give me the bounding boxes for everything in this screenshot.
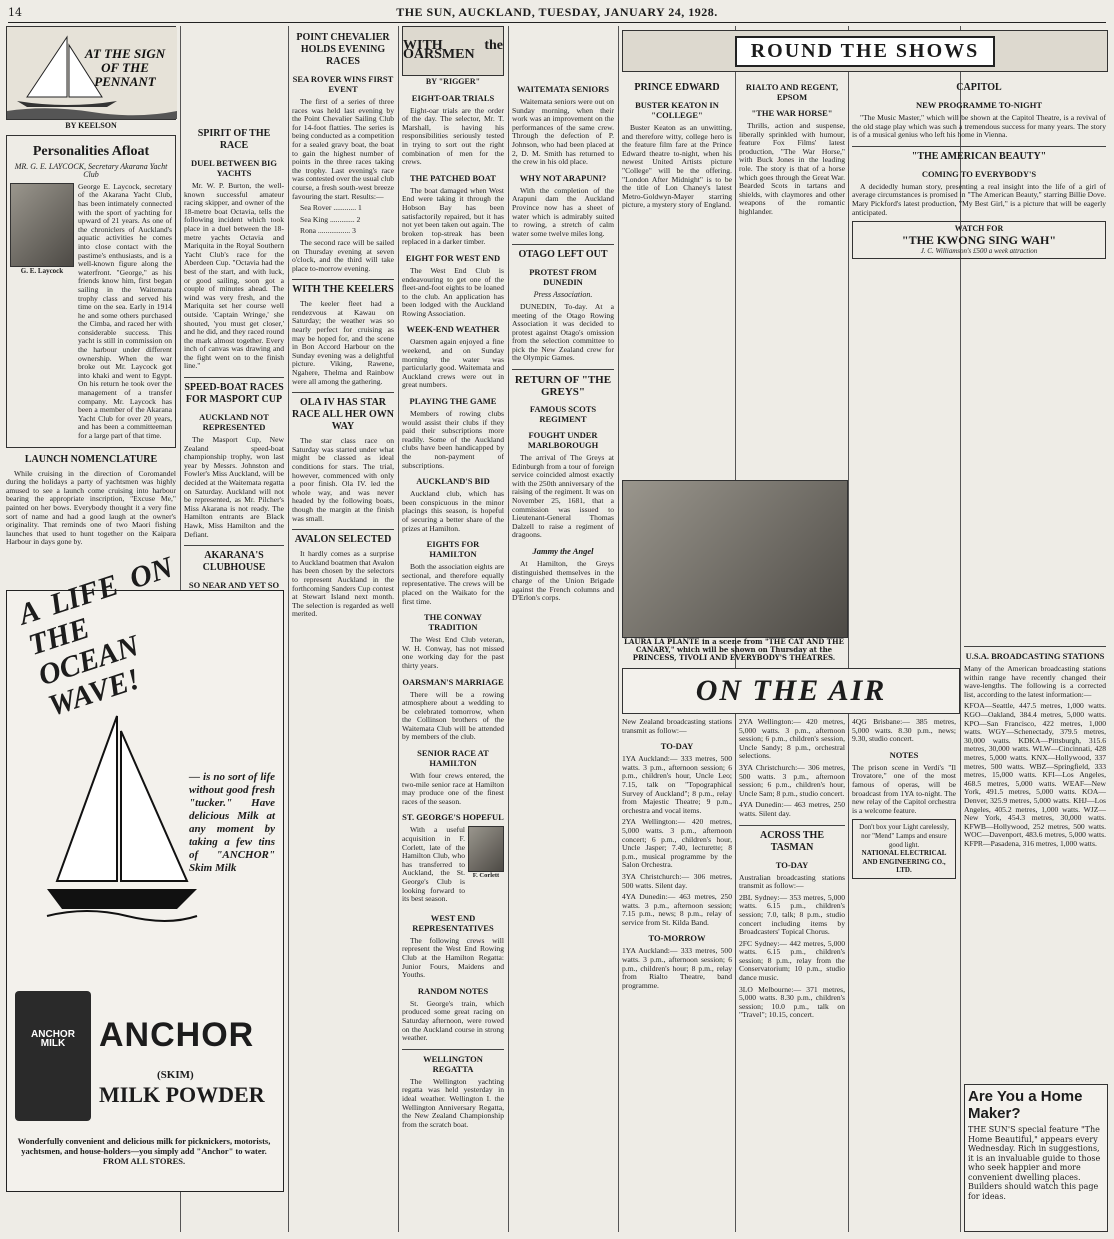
- rialto-title: "THE WAR HORSE": [751, 108, 833, 118]
- rialto-heading: RIALTO AND REGENT, EPSOM: [745, 82, 839, 102]
- film-still-caption: LAURA LA PLANTE in a scene from "THE CAT AND THE CANARY," which will be shown on Thursday at the PRINCESS, TIVOLI AND EVERYBODY'S THEATRES.: [624, 637, 844, 662]
- prince-edward-heading: PRINCE EDWARD: [634, 82, 720, 93]
- film-still-box: [622, 480, 846, 660]
- arapuni-heading: WHY NOT ARAPUNI?: [519, 172, 607, 183]
- masthead: [8, 2, 1106, 23]
- station-listing: 2FC Sydney:— 442 metres, 5,000 watts. 6.15 p.m., children's session; 8 p.m., relay from the Conservatorium; 10 p.m., studio dance music.: [739, 938, 845, 983]
- oarsmen-heading-6: AUCKLAND'S BID: [416, 476, 490, 487]
- oarsmen-heading-14: WELLINGTON REGATTA: [402, 1049, 504, 1074]
- otago-body: DUNEDIN, To-day. At a meeting of the Otago Rowing Association it was decided to protest against Otago's omission from the selection committee to pick the New Zealand crew for the Olympic Games.: [512, 301, 614, 363]
- usa-stations-column: [964, 640, 1106, 1060]
- personalities-heading: Personalities Afloat: [32, 143, 150, 159]
- nz-intro: New Zealand broadcasting stations transmit as follow:—: [622, 717, 732, 735]
- nomenclature-body: While cruising in the direction of Coromandel during the holidays a party of yachtsmen was highly amused to see a launch come cruising into harbour bearing the appropriate inscription, "Excuse Me," painted on her bows. Everybody thought it a very fine sort of name and had a good laugh at the owner's originality. That reminds one of two Maori fishing launches that used to hunt together on the Kaipara Harbour in days gone by.: [6, 468, 176, 547]
- american-beauty-heading: "THE AMERICAN BEAUTY": [852, 146, 1106, 163]
- tasman-intro: Australian broadcasting stations transmit as follow:—: [739, 872, 845, 891]
- oarsmen-body-3: The West End Club is endeavouring to get one of the fleet-and-foot eights to be loaned to the club. An application has been lodged with the Auckland Rowing Association.: [402, 265, 504, 318]
- waitemata-body: Waitemata seniors were out on Sunday morning, when their work was an improvement on the performances of the same crew. Through the defection of P. Johnson, who had been placed at 2, D. M. Smith has returned to the crew in his old place.: [512, 97, 614, 167]
- on-the-air-title: ON THE AIR: [695, 674, 887, 707]
- capitol-title: NEW PROGRAMME TO-NIGHT: [915, 100, 1043, 110]
- electrical-ad-text: Don't box your Light carelessly, nor "Mend" Lamps and ensure good light.: [859, 823, 949, 849]
- notes-body: The prison scene in Verdi's "Il Trovatore," one of the most famous of operas, will be broadcast from 1YA to-night. The new relay of the Capitol orchestra is a welcome feature.: [852, 762, 956, 815]
- oarsmen-body-13: St. George's train, which produced some great racing on Saturday afternoon, were rowed on the Auckland course in strong weather.: [402, 998, 504, 1043]
- laura-la-plante-photo: [622, 480, 848, 638]
- portrait-photo: [10, 183, 74, 267]
- spirit-heading: SPIRIT OF THE RACE: [197, 128, 271, 151]
- anchor-footer: Wonderfully convenient and delicious milk for picknickers, motorists, yachtsmen, and house-holders—you simply add "Anchor" to water. FROM ALL STORES.: [17, 1136, 271, 1166]
- clubhouse-subheading: SO NEAR AND YET SO: [188, 580, 280, 591]
- shows-banner: [622, 30, 1108, 72]
- press-association: Press Association.: [533, 290, 593, 300]
- result-line: Sea King ............. 2: [300, 214, 361, 224]
- oarsmen-body-1: Eight-oar trials are the order of the day. The selector, Mr. T. Marshall, is having his responsibilities seriously tested in trying to sort out the right combination of men for the crews.: [402, 105, 504, 167]
- speedboat-subheading: AUCKLAND NOT REPRESENTED: [199, 412, 269, 433]
- portrait-caption: G. E. Laycock: [20, 266, 64, 275]
- oarsmen-banner: WITH the OARSMEN: [402, 26, 504, 76]
- capitol-heading: CAPITOL: [956, 82, 1002, 93]
- usa-heading: U.S.A. BROADCASTING STATIONS: [964, 646, 1106, 661]
- sea-rover-subheading: SEA ROVER WINS FIRST EVENT: [292, 74, 394, 94]
- column-rule: [508, 26, 509, 1232]
- capitol-body: "The Music Master," which will be shown at the Capitol Theatre, is a revival of the old stage play which was such a tremendous success for many years. The story is of a musical genius who left his home in Vienna.: [852, 113, 1106, 140]
- oarsmen-body-14: The Wellington yachting regatta was held yesterday in ideal weather. Wellington I. the Wellington Anniversary Regatta, the New Zealand Championship from the scratch boat.: [402, 1076, 504, 1129]
- oarsmen-heading-12: WEST END REPRESENTATIVES: [412, 912, 494, 933]
- keelers-heading: WITH THE KEELERS: [292, 279, 394, 296]
- spirit-subheading: DUEL BETWEEN BIG YACHTS: [191, 158, 277, 178]
- oarsmen-heading-9: OARSMAN'S MARRIAGE: [402, 676, 504, 687]
- column-7: [739, 76, 845, 476]
- greys-body-2: At Hamilton, the Greys distinguished themselves in the charge of the Union Brigade against the French columns and D'Erlon's corps.: [512, 559, 614, 603]
- oarsmen-body-5: Members of rowing clubs would assist their clubs if they paid their subscriptions more readily. Some of the Auckland clubs have been handicapped by the non-payment of subscriptions.: [402, 409, 504, 470]
- milk-tin-icon: ANCHOR MILK: [15, 991, 91, 1121]
- newspaper-title: THE SUN, AUCKLAND, TUESDAY, JANUARY 24, 1928.: [396, 4, 718, 19]
- notes-heading: NOTES: [889, 749, 919, 760]
- station-listing: 1YA Auckland:— 333 metres, 500 watts. 3 p.m., afternoon session; 6 p.m., children's hour, Uncle Leo; 7.15, talk on "Topographical Survey of Auckland"; 8 p.m., relay from Majestic Theatre; 9 p.m., orchestra and vocal items.: [622, 754, 732, 815]
- otago-subheading: PROTEST FROM DUNEDIN: [529, 267, 597, 288]
- kwong-sing-wah-box: [852, 221, 1106, 259]
- oarsmen-body-7: Both the association eights are sectional, and therefore equally representative. The crews will be placed on the Waikato for the first time.: [402, 562, 504, 606]
- speedboat-heading: SPEED-BOAT RACES FOR MASPORT CUP: [184, 377, 284, 406]
- kwong-sing-wah-title: "THE KWONG SING WAH": [901, 232, 1057, 247]
- oarsmen-heading-1: EIGHT-OAR TRIALS: [411, 92, 495, 103]
- column-rule: [398, 26, 399, 1232]
- station-listing: 2BL Sydney:— 353 metres, 5,000 watts. 6.15 p.m., children's session; 7.0, talk; 8 p.m., studio concert including items by Broadcasters' Topical Chorus.: [739, 892, 845, 937]
- oarsmen-body-2: The boat damaged when West End were taking it through the Hobson Bay has been satisfactorily repaired, but it has not yet been taken out again. The broken top-streak has been replaced in a darker timber.: [402, 185, 504, 247]
- home-maker-box: [964, 1084, 1108, 1232]
- yacht-icon: [47, 711, 197, 921]
- station-listing: 3YA Christchurch:— 306 metres, 500 watts. Silent day.: [622, 871, 732, 890]
- oarsmen-heading-13: RANDOM NOTES: [417, 985, 489, 996]
- oarsmen-body-9: There will be a rowing atmosphere about a wedding to be celebrated tomorrow, when the Collinson brothers of the Waitemata Club will be attended by members of the club.: [402, 689, 504, 742]
- oarsmen-heading-11: ST. GEORGE'S HOPEFUL: [402, 812, 504, 823]
- home-maker-body: THE SUN'S special feature "The Home Beautiful," appears every Wednesday. Rich in suggestions, it is an invaluable guide to those who seek happier and more convenient dwelling places. Builders should watch this page for ideas.: [968, 1125, 1101, 1201]
- on-the-air-banner: [622, 668, 960, 714]
- keelers-body: The keeler fleet had a rendezvous at Kawau on Saturday; the weather was so nearly perfect for cruising as may be hoped for, and the scene in Bon Accord Harbour on the Sunday evening was a delightful picture. Viking, Rawene, Ngahere, Thelma and Rainbow were all among the gathering.: [292, 299, 394, 386]
- prince-edward-body: Buster Keaton as an unwitting, and therefore witty, college hero is the feature film fare at the Prince Edward theatre to-night, when his newest United Artists picture "College" will be the offering. "London After Midnight" is to be the title of Lon Chaney's latest Metro-Goldwyn-Mayer starring picture, a mystery story of England.: [622, 123, 732, 210]
- tasman-stations-column: [852, 718, 956, 1232]
- ola-heading: OLA IV HAS STAR RACE ALL HER OWN WAY: [292, 392, 394, 433]
- oarsmen-byline: BY "RIGGER": [425, 77, 481, 86]
- oarsmen-heading-5: PLAYING THE GAME: [409, 396, 497, 407]
- anchor-kind: (SKIM): [157, 1069, 194, 1081]
- oarsmen-body-11: With a useful acquisition in F. Corlett, late of the Hamilton Club, who has transferred to Auckland, the St. George's Club is looking forward to its best season.: [402, 825, 465, 904]
- electrical-ad: [852, 819, 956, 879]
- nz-tomorrow-heading: TO-MORROW: [648, 933, 706, 944]
- personalities-subhead: MR. G. E. LAYCOCK, Secretary Akarana Yacht Club: [14, 161, 168, 180]
- prince-edward-title: BUSTER KEATON IN "COLLEGE": [635, 100, 719, 120]
- oarsmen-body-12: The following crews will represent the West End Rowing Club at the Hamilton Regatta: Junior Fours, Maidens and Youths.: [402, 935, 504, 980]
- nz-today-heading: TO-DAY: [660, 741, 694, 752]
- anchor-product: MILK POWDER: [99, 1082, 265, 1107]
- nz-stations-column: [622, 718, 732, 1232]
- page-number-right: [1092, 6, 1106, 19]
- oarsmen-heading-4: WEEK-END WEATHER: [406, 324, 500, 335]
- oarsmen-body-10: With four crews entered, the two-mile senior race at Hamilton may produce one of the finest races of the season.: [402, 771, 504, 806]
- kwong-sing-wah-sub: J. C. Williamson's £500 a week attraction: [920, 246, 1038, 255]
- oarsmen-body-8: The West End Club veteran, W. H. Conway, has not missed one working day for the past thirty years.: [402, 635, 504, 670]
- clubhouse-heading: AKARANA'S CLUBHOUSE: [184, 545, 284, 574]
- tasman-today: TO-DAY: [775, 859, 809, 870]
- corlett-photo: [468, 826, 504, 872]
- greys-heading: RETURN OF "THE GREYS": [512, 369, 614, 398]
- personalities-box: [6, 135, 176, 448]
- avalon-body: It hardly comes as a surprise to Auckland boatmen that Avalon has been chosen by the selectors to represent Auckland in the forthcoming Sanders Cup contest at Stewart Island next month. The selection is regarded as well merited.: [292, 549, 394, 619]
- oarsmen-heading-3: EIGHT FOR WEST END: [405, 252, 501, 263]
- american-beauty-body: A decidedly human story, presenting a real insight into the life of a girl of average circumstances is promised in "The American Beauty," starring Billie Dove. Mary Pickford's latest production, "My Best Girl," is a picture that will be eagerly anticipated.: [852, 181, 1106, 217]
- oarsmen-body-4: Oarsmen again enjoyed a fine weekend, and on Sunday morning the water was particularly good. Waitemata and Auckland crews were out in great numbers.: [402, 337, 504, 390]
- oarsmen-heading-10: SENIOR RACE AT HAMILTON: [417, 748, 489, 769]
- station-listing: 4YA Dunedin:— 463 metres, 250 watts. Silent day.: [739, 800, 845, 818]
- station-listing: 4QG Brisbane:— 385 metres, 5,000 watts. 8.30 p.m., news; 9.30, studio concert.: [852, 717, 956, 744]
- column-8: [852, 76, 1106, 636]
- nomenclature-heading: LAUNCH NOMENCLATURE: [24, 453, 158, 465]
- shows-title: ROUND THE SHOWS: [735, 36, 996, 67]
- ola-body: The star class race on Saturday was started under what might be classed as ideal conditions for stars. The trial, however, commenced with only a poor finish. Ola IV. led the whole way, and was never headed by the following boats, though the margin at the finish was small.: [292, 436, 394, 523]
- anchor-headline: A LIFE ON THE OCEAN WAVE!: [14, 550, 178, 723]
- speedboat-body: The Masport Cup, New Zealand speed-boat championship trophy, won last year by Messrs. Johnston and Fowler's Miss Auckland, will be decided at the Waitemata regatta on Saturday. Auckland will not be represented, as Mr. Pilcher's Miss Akarana is not ready. The Hamilton entrants are Black Hawk, Miss Hamilton and the Defiant.: [184, 435, 284, 539]
- greys-body-1: The arrival of The Greys at Edinburgh from a tour of foreign service coincided almost exactly with the 250th anniversary of the raising of the regiment. It was on November 25, 1681, that a commission was issued to Lieutenant-General Thomas Dalzell to raise a regiment of dragoons.: [512, 453, 614, 540]
- station-listing: 2YA Wellington:— 420 metres, 5,000 watts. 3 p.m., afternoon session; 6 p.m., children's session, Uncle Sandy; 8 p.m., orchestral selections.: [739, 717, 845, 761]
- oarsmen-heading-8: THE CONWAY TRADITION: [423, 612, 483, 633]
- greys-subheading-1: FAMOUS SCOTS REGIMENT: [529, 404, 597, 425]
- oarsmen-heading-7: EIGHTS FOR HAMILTON: [426, 539, 480, 560]
- anchor-brand: ANCHOR: [99, 1016, 255, 1054]
- station-listing: 3YA Christchurch:— 306 metres, 500 watts. 3 p.m., afternoon session; 6 p.m., children's hour, Uncle Sam; 8 p.m., studio concert.: [739, 762, 845, 798]
- point-chevalier-heading: POINT CHEVALIER HOLDS EVENING RACES: [296, 32, 390, 67]
- column-5: [512, 26, 614, 1232]
- home-maker-question: Are You a Home Maker?: [968, 1088, 1083, 1122]
- station-listing: 3LO Melbourne:— 371 metres, 5,000 watts. 8.30 p.m., children's session; 10.0 p.m., talk on "Travel"; 10.15, concert.: [739, 984, 845, 1020]
- point-chevalier-body: The first of a series of three races was held last evening by the Point Chevalier Sailing Club for 14-foot flatties. The series is being conducted as a competition for a sealed gravy boat, the boat to gain the highest number of points in the three races taking the trophy. Last evening's race was contested over the usual club course, a fresh south-west breeze favouring the start. Results:—: [292, 97, 394, 201]
- column-3: [292, 26, 394, 1232]
- pennant-title: AT THE SIGN OF THE PENNANT: [84, 46, 166, 89]
- station-listing: 2YA Wellington:— 420 metres, 5,000 watts. 3 p.m., afternoon concert; 6 p.m., children's hour, Uncle Jasper; 7.40, lecturette; 8 p.m., musical programme by the Salon Orchestra.: [622, 817, 732, 870]
- page-number: 14: [8, 5, 22, 19]
- column-rule: [618, 26, 619, 1232]
- oarsmen-heading-2: THE PATCHED BOAT: [410, 172, 496, 183]
- usa-list: KFOA—Seattle, 447.5 metres, 1,000 watts. KGO—Oakland, 384.4 metres, 5,000 watts. KPO—San Francisco, 422 metres, 1,000 watts. WGY—Schenectady, 379.5 metres, 30,000 watts. KDKA—Pittsburgh, 315.6 metres, 30,000 watts. WLW—Cincinnati, 428 metres, 5,000 watts. KNX—Hollywood, 337 metres, 500 watts. WBZ—Springfield, 333 metres, 15,000 watts. KFI—Los Angeles, 468.5 metres, 5,000 watts. WEAF—New York, 491.5 metres, 5,000 watts. KOA—Denver, 325.9 metres, 5,000 watts. KHJ—Los Angeles, 405.2 metres, 1,000 watts. WJZ—New York, 454.3 metres, 30,000 watts. KFWB—Hollywood, 252 metres, 500 watts. WOC—Davenport, 483.6 metres, 5,000 watts. KFPR—Pasadena, 316 metres, 1,000 watts.: [964, 701, 1106, 848]
- column-rule: [288, 26, 289, 1232]
- american-beauty-subheading: COMING TO EVERYBODY'S: [921, 168, 1037, 179]
- result-line: Sea Rover ............ 1: [300, 203, 362, 213]
- pennant-banner: [6, 26, 176, 120]
- rialto-body: Thrills, action and suspense, liberally sprinkled with humour, feature Fox Films' latest production, "The War Horse," with Buck Jones in the leading role. The story is that of a horse which goes through the Great War. Bearded Scots in tartans and shields, with claymores and other weapons of the romantic highlander.: [739, 121, 845, 216]
- column-4: [402, 26, 504, 1232]
- electrical-ad-firm: NATIONAL ELECTRICAL AND ENGINEERING CO., LTD.: [861, 849, 947, 875]
- station-listing: 1YA Auckland:— 333 metres, 500 watts. 3 p.m., afternoon session; 6 p.m., children's hour; 8 p.m., relay from Rialto Theatre, band programme.: [622, 946, 732, 990]
- usa-intro: Many of the American broadcasting stations within range have recently changed their wave-lengths. The following is a corrected list, according to the latest information:—: [964, 664, 1106, 699]
- corlett-caption: F. Corlett: [472, 872, 500, 880]
- watch-for-label: WATCH FOR: [954, 224, 1004, 234]
- spirit-body: Mr. W. P. Burton, the well-known successful amateur racing skipper, and owner of the 18-metre boat Octavia, tells the following incident which took place in a duel between the 18-metre yachts Octavia and Mariquita in the Royal Southern Yacht Club's race for the Aberdeen Cup. "Octavia had the best of the start, and with luck, or good sailing, soon got a couple of minutes ahead. The wind was very fresh, and the Mariquita set her course well outside. 'Captain Wringe,' she shouted, 'you must get closer,' and he did, and they raced round the mark almost together. Every inch of canvas was drawing and the fight went on to the finish line.": [184, 181, 284, 371]
- otago-heading: OTAGO LEFT OUT: [512, 244, 614, 261]
- station-listing: 4YA Dunedin:— 463 metres, 250 watts. 3 p.m., afternoon session; 7.15 p.m., news; 8 p.m., relay of service from St. Kilda Band.: [622, 892, 732, 927]
- byline-keelson: BY KEELSON: [65, 121, 117, 130]
- greys-subheading-2: FOUGHT UNDER MARLBOROUGH: [527, 430, 599, 451]
- avalon-heading: AVALON SELECTED: [292, 529, 394, 546]
- point-chevalier-body-2: The second race will be sailed on Thursday evening at seven o'clock, and the third will take place to-morrow evening.: [292, 237, 394, 273]
- greys-subheading-3: Jammy the Angel: [532, 546, 594, 556]
- result-line: Rona ................. 3: [300, 226, 356, 236]
- personalities-body: George E. Laycock, secretary of the Akarana Yacht Club, has been intimately connected with the sport of yachting for upward of 21 years. As one of the chroniclers of Auckland's aquatic activities he comes into close contact with the pastime's enthusiasts, and is a well-known figure along the waterfront. "George," as his friends know him, first began sailing in the Waitemata trophy class and served his time on the sea. Early in 1914 he and some others purchased the Cimba, and raced her with considerable success. This yacht is still in commission on the harbour under different ownership. When the war broke out Mr. Laycock got into khaki and went to Egypt. On his return he took over the management of a transfer company. Mr. Laycock has been a member of the Akarana Yacht Club for over 20 years, and has been a committeeman for a large part of that time.: [78, 181, 172, 440]
- arapuni-body: With the completion of the Arapuni dam the Auckland Province now has a sheet of water which is admirably suited to rowing, a stretch of calm water some twelve miles long.: [512, 185, 614, 238]
- nz-stations-column-2: [739, 718, 845, 1232]
- column-rule: [848, 26, 849, 1232]
- oarsmen-body-6: Auckland club, which has been conspicuous in the minor placings this season, is hopeful of securing a better share of the prizes at Hamilton.: [402, 489, 504, 533]
- tasman-heading: ACROSS THE TASMAN: [739, 825, 845, 854]
- waitemata-heading: WAITEMATA SENIORS: [516, 84, 610, 94]
- anchor-tagline: — is no sort of life without good fresh "tucker." Have delicious Milk at any moment by taking a few tins of "ANCHOR" Skim Milk: [189, 771, 275, 874]
